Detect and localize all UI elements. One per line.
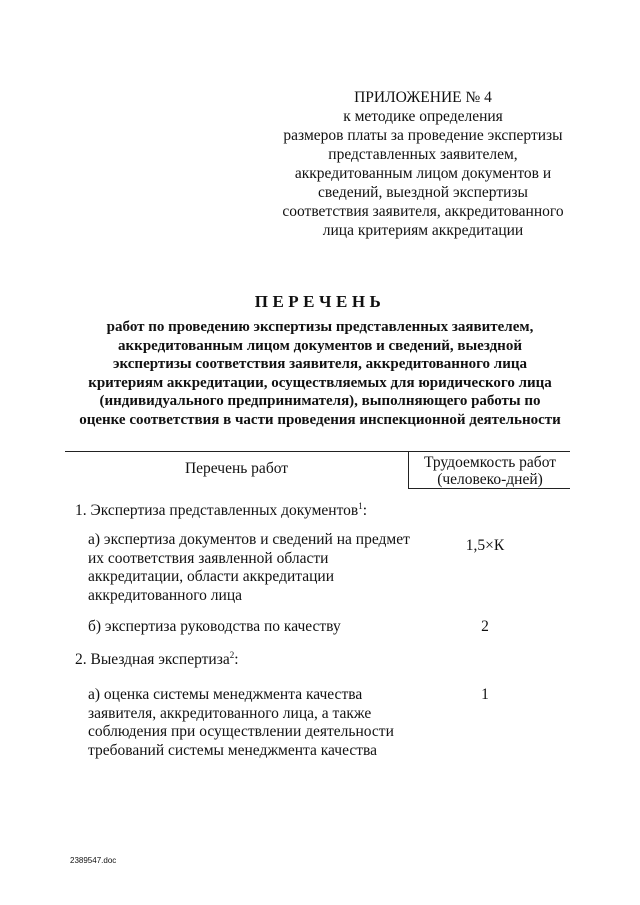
section-1-title-text: 1. Экспертиза представленных документов [75, 502, 359, 519]
item-1b-text: б) экспертиза руководства по качеству [88, 618, 341, 635]
subtitle-line: экспертизы соответствия заявителя, аккредитованного лица [113, 356, 527, 372]
appendix-line: размеров платы за проведение экспертизы [283, 127, 563, 144]
item-2a-line: а) оценка системы менеджмента качества [88, 686, 363, 703]
item-2a-line: требований системы менеджмента качества [88, 741, 378, 759]
column-header-works: Перечень работ [184, 460, 289, 477]
appendix-line: лица критериям аккредитации [322, 222, 524, 239]
file-name-footer: 2389547.doc [70, 856, 117, 865]
subtitle-line: работ по проведению экспертизы представленных заявителем, [106, 319, 534, 335]
section-2-title [75, 651, 239, 670]
item-2a-line: заявителя, аккредитованного лица, а также [88, 704, 372, 722]
table-column-divider [408, 451, 409, 488]
table-top-rule [65, 451, 570, 452]
item-2a-line: соблюдения при осуществлении деятельности [88, 723, 394, 740]
item-1a-text [88, 531, 410, 605]
appendix-header [278, 88, 568, 240]
item-1a-line: аккредитованного лица [88, 586, 243, 604]
subtitle-line: аккредитованным лицом документов и сведений, выездной [118, 337, 522, 354]
column-header-labor [410, 454, 570, 488]
appendix-line: аккредитованным лицом документов и [294, 165, 552, 182]
footnote-1-marker: 1 [358, 500, 363, 511]
appendix-line: сведений, выездной экспертизы [318, 184, 528, 201]
item-1a-value: 1,5×К [465, 537, 505, 554]
appendix-line: соответствия заявителя, аккредитованного [282, 203, 564, 220]
item-1a-line: а) экспертиза документов и сведений на предмет [88, 531, 410, 548]
subtitle-line: критериям аккредитации, осуществляемых для юридического лица [88, 374, 552, 391]
document-subtitle [60, 318, 580, 429]
appendix-line: ПРИЛОЖЕНИЕ № 4 [354, 89, 492, 106]
subtitle-line: оценке соответствия в части проведения инспекционной деятельности [79, 411, 561, 428]
item-1a-line: аккредитации, области аккредитации [88, 568, 334, 585]
table-header-rule [408, 488, 570, 489]
item-2a-value: 1 [481, 686, 489, 703]
footnote-2-marker: 2 [229, 649, 235, 660]
section-1-title [75, 502, 367, 521]
column-header-labor-line2: (человеко-дней) [437, 471, 543, 488]
column-header-labor-line1: Трудоемкость работ [423, 454, 557, 471]
section-1-colon: : [362, 502, 368, 519]
item-2a-text [88, 686, 394, 760]
subtitle-line: (индивидуального предпринимателя), выполняющего работы по [99, 393, 541, 409]
document-title: ПЕРЕЧЕНЬ [254, 292, 386, 311]
item-1a-line: их соответствия заявленной области [88, 549, 329, 567]
appendix-line: представленных заявителем, [328, 146, 518, 163]
section-2-title-text: 2. Выездная экспертиза [75, 651, 230, 668]
section-2-colon: : [234, 651, 239, 668]
appendix-line: к методике определения [343, 108, 503, 125]
item-1b-value: 2 [481, 618, 489, 635]
